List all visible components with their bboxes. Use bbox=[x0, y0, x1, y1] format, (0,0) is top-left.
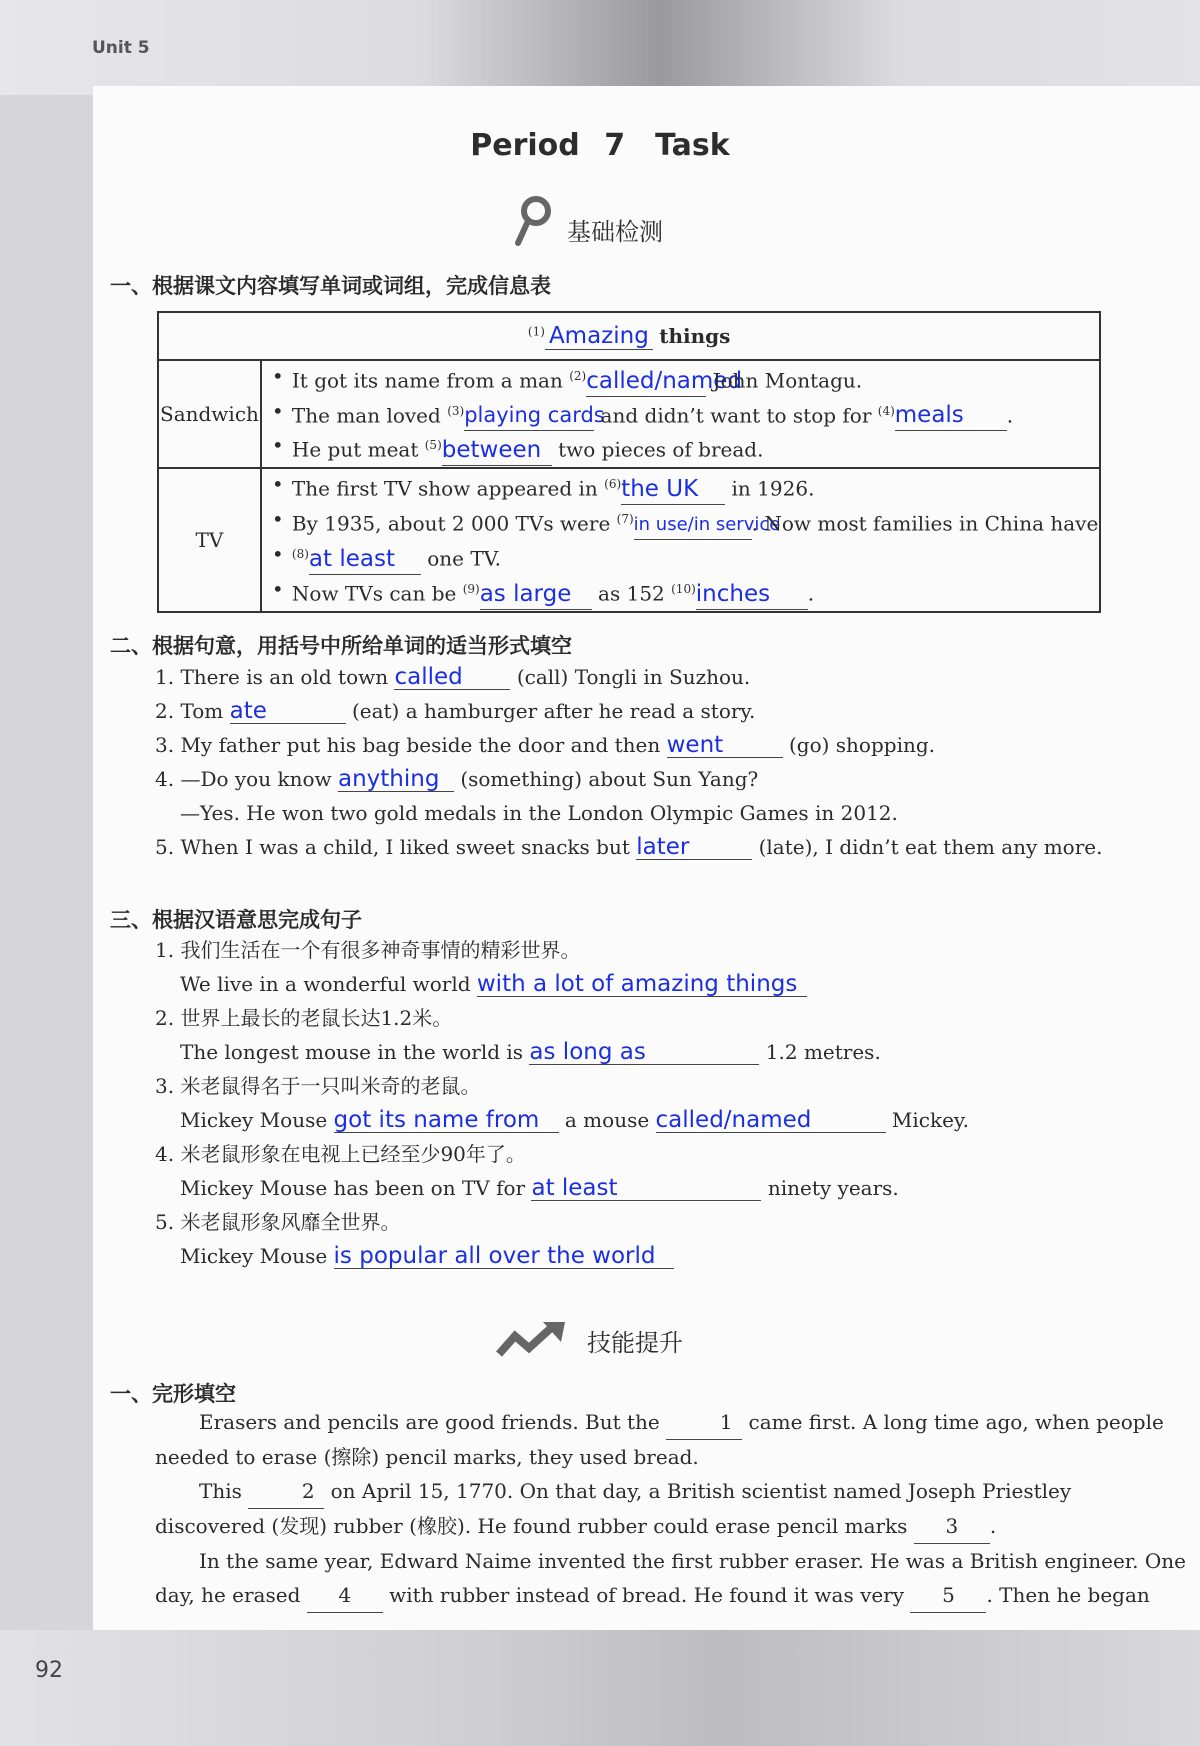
table-header-row bbox=[158, 312, 1100, 360]
blank-2: 2 bbox=[248, 1474, 324, 1509]
part4-heading: 一、完形填空 bbox=[110, 1382, 236, 1406]
page-bottom-shadow bbox=[0, 1630, 1200, 1746]
list-item-continued: • $^{(8)}$at least one TV. bbox=[268, 540, 1098, 575]
part2-item-3: 3. My father put his bag beside the door and then went (go) shopping. bbox=[155, 732, 936, 758]
answer-7: in use/in service bbox=[633, 514, 781, 536]
part2-item-5: 5. When I was a child, I liked sweet snacks but later (late), I didn’t eat them any more. bbox=[155, 834, 1103, 860]
list-item: • He put meat $^{(5)}$between two pieces of bread. bbox=[268, 431, 1098, 466]
part3-item-5: Mickey Mouse is popular all over the world bbox=[180, 1244, 674, 1269]
section-basic-title: 基础检测 bbox=[567, 218, 663, 246]
answer: called bbox=[394, 664, 463, 690]
part3-item-3-cn: 3. 米老鼠得名于一只叫米奇的老鼠。 bbox=[155, 1074, 481, 1098]
row-label-sandwich: Sandwich bbox=[158, 360, 261, 468]
answer: went bbox=[666, 732, 724, 758]
part2-heading: 二、根据句意，用括号中所给单词的适当形式填空 bbox=[110, 634, 572, 658]
page-number: 92 bbox=[35, 1658, 63, 1683]
blank-3: 3 bbox=[914, 1509, 990, 1544]
header-things: things bbox=[659, 323, 731, 348]
part3-item-5-cn: 5. 米老鼠形象风靡全世界。 bbox=[155, 1210, 401, 1234]
blank-4: 4 bbox=[307, 1578, 383, 1613]
answer: at least bbox=[531, 1175, 618, 1201]
answer: is popular all over the world bbox=[333, 1243, 656, 1269]
answer: later bbox=[636, 834, 690, 860]
page-top-shadow bbox=[0, 0, 1200, 95]
part2-item-2: 2. Tom ate (eat) a hamburger after he read a story. bbox=[155, 698, 756, 724]
unit-label: Unit 5 bbox=[92, 38, 150, 58]
part3-item-1: We live in a wonderful world with a lot of amazing things bbox=[180, 972, 807, 997]
answer: as long as bbox=[529, 1039, 646, 1065]
blank-1: 1 bbox=[666, 1405, 742, 1440]
answer-4: meals bbox=[894, 402, 964, 429]
table-row-sandwich bbox=[158, 360, 1100, 468]
part2-item-4: 4. —Do you know anything (something) about Sun Yang? bbox=[155, 766, 759, 792]
list-item: • The man loved $^{(3)}$playing cards and didn’t want to stop for $^{(4)}$meals . bbox=[268, 397, 1098, 432]
page-title: Period 7 Task bbox=[470, 128, 730, 163]
section-skill-title: 技能提升 bbox=[587, 1329, 683, 1357]
answer-5: between bbox=[441, 436, 542, 463]
part3-item-3: Mickey Mouse got its name from a mouse called/named Mickey. bbox=[180, 1107, 969, 1133]
answer: got its name from bbox=[333, 1107, 540, 1133]
answer-3: playing cards bbox=[464, 403, 605, 428]
part3-item-4: Mickey Mouse has been on TV for at least ninety years. bbox=[180, 1175, 899, 1201]
part3-item-4-cn: 4. 米老鼠形象在电视上已经至少90年了。 bbox=[155, 1142, 526, 1166]
part1-heading: 一、根据课文内容填写单词或词组，完成信息表 bbox=[110, 274, 551, 298]
answer-8: at least bbox=[308, 545, 395, 572]
part3-item-2: The longest mouse in the world is as long as 1.2 metres. bbox=[180, 1039, 881, 1065]
list-item: • Now TVs can be $^{(9)}$as large as 152 $^{(10)}$inches . bbox=[268, 575, 1098, 610]
blank-number: (1) bbox=[527, 323, 545, 338]
row-label-tv: TV bbox=[158, 468, 261, 612]
answer: called/named bbox=[655, 1107, 812, 1133]
table-row-tv bbox=[158, 468, 1100, 612]
list-item: • By 1935, about 2 000 TVs were $^{(7)}$in use/in service. Now most families in China have bbox=[268, 505, 1098, 541]
answer-9: as large bbox=[479, 580, 572, 607]
answer: anything bbox=[337, 766, 440, 792]
part3-item-2-cn: 2. 世界上最长的老鼠长达1.2米。 bbox=[155, 1006, 453, 1030]
answer-6: the UK bbox=[621, 475, 699, 502]
cloze-passage: Erasers and pencils are good friends. But the 1 came first. A long time ago, when people needed to erase (擦除) pencil marks, they used bread. This 2 on April 15, 1770. On that day, a British scientist named Joseph Priestley discovered (发现) rubber (橡胶). He found rubber could erase pencil marks 3 . In the same year, Edward Naime invented the first rubber eraser. He was a British engineer. One day, he erased 4 with rubber instead of bread. He found it was very 5 . Then he began bbox=[155, 1405, 1080, 1613]
blank-5: 5 bbox=[910, 1578, 986, 1613]
part3-item-1-cn: 1. 我们生活在一个有很多神奇事情的精彩世界。 bbox=[155, 938, 581, 962]
info-table bbox=[157, 311, 1101, 613]
list-item: • It got its name from a man $^{(2)}$called/named John Montagu. bbox=[268, 362, 1098, 397]
part2-item-4-reply: —Yes. He won two gold medals in the London Olympic Games in 2012. bbox=[180, 801, 898, 825]
magnifier-icon bbox=[512, 195, 552, 251]
answer: with a lot of amazing things bbox=[476, 971, 798, 997]
part3-heading: 三、根据汉语意思完成句子 bbox=[110, 908, 362, 932]
list-item: • The first TV show appeared in $^{(6)}$the UK in 1926. bbox=[268, 470, 1098, 505]
trend-up-icon bbox=[495, 1320, 569, 1364]
answer: ate bbox=[229, 698, 267, 724]
answer-1: Amazing bbox=[548, 322, 649, 349]
answer-10: inches bbox=[695, 580, 771, 607]
part2-item-1: 1. There is an old town called (call) Tongli in Suzhou. bbox=[155, 664, 751, 690]
answer-2: called/named bbox=[586, 367, 743, 394]
